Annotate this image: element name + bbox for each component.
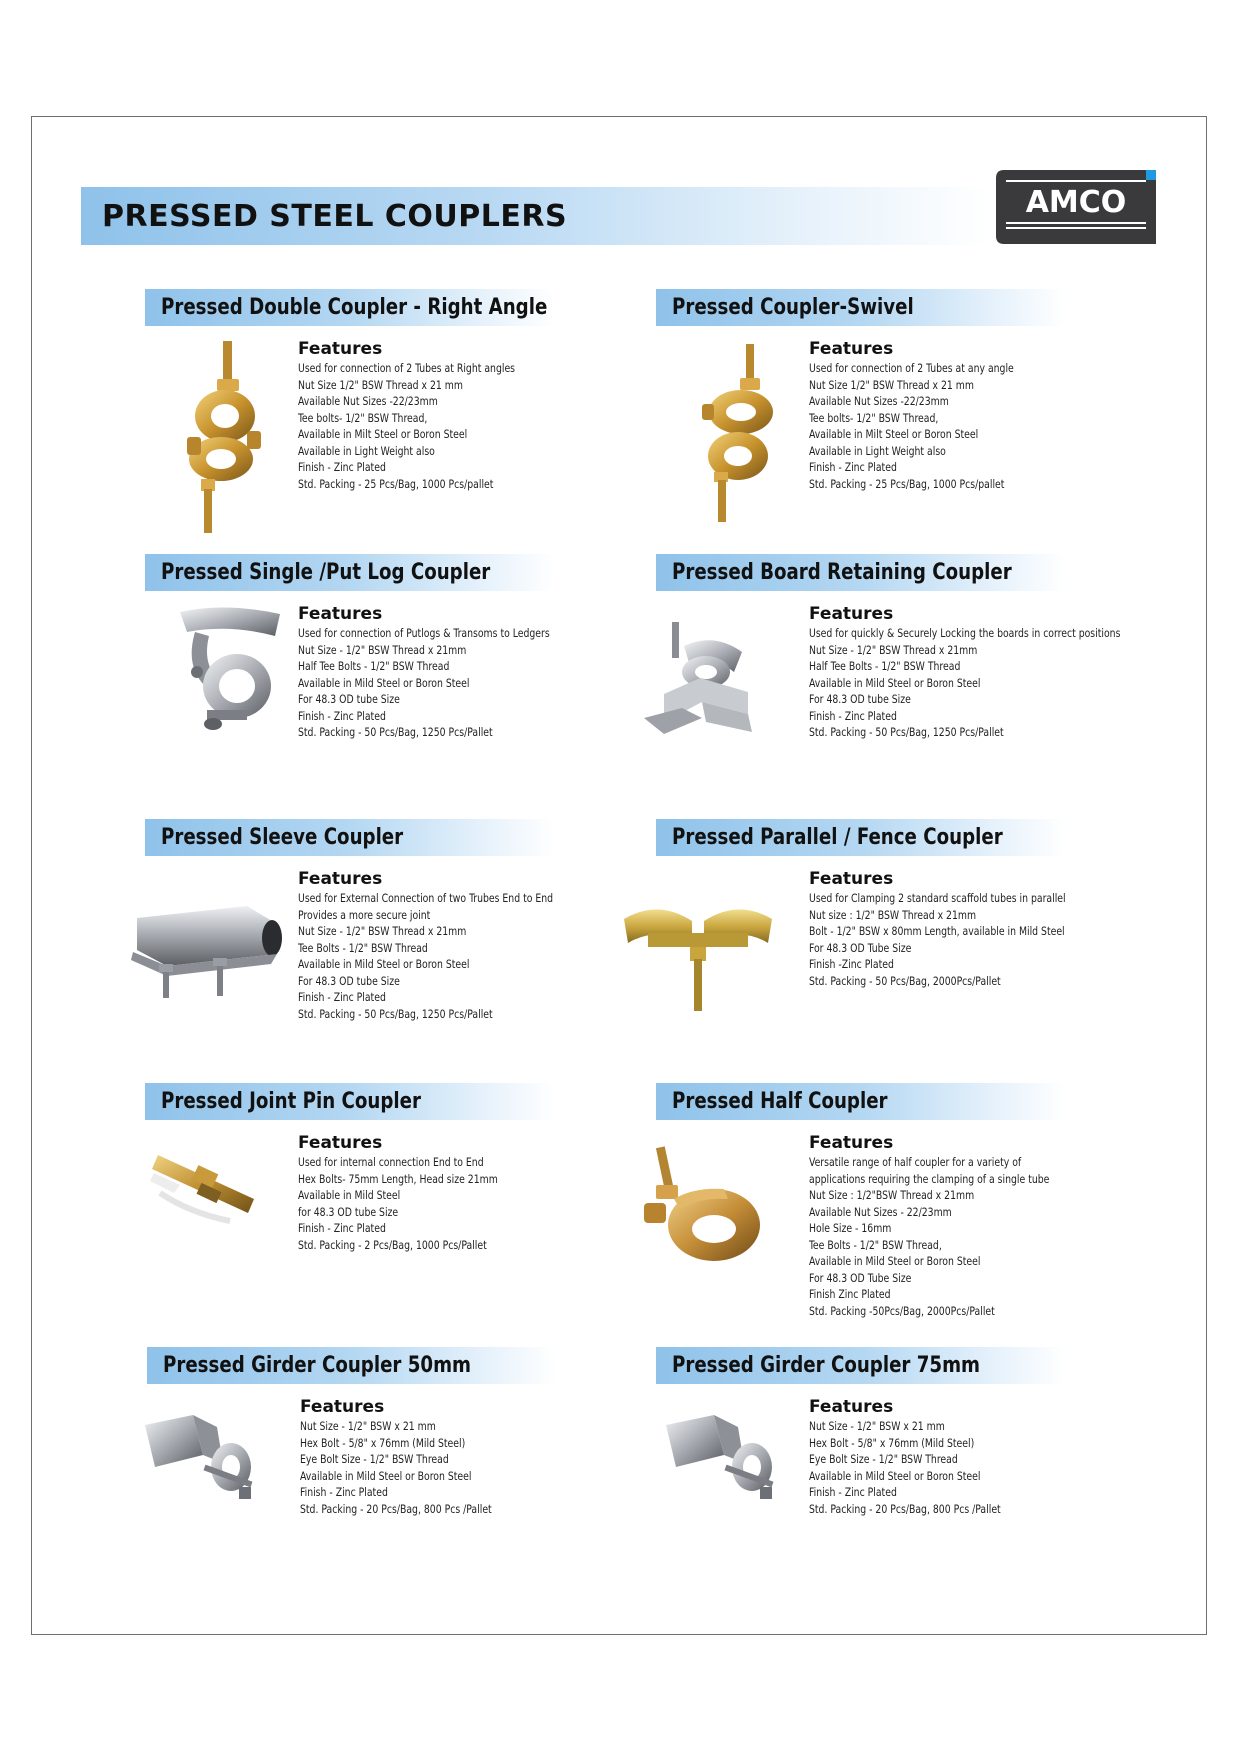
- amco-logo: [996, 170, 1156, 244]
- feature-item: Std. Packing - 25 Pcs/Bag, 1000 Pcs/pallet: [809, 476, 1005, 491]
- feature-list: [298, 625, 578, 741]
- feature-item: For 48.3 OD tube Size: [809, 692, 911, 706]
- feature-item: Half Tee Bolts - 1/2" BSW Thread: [298, 659, 450, 673]
- feature-item: Nut Size - 1/2" BSW x 21 mm: [300, 1419, 436, 1433]
- feature-item: Finish - Zinc Plated: [809, 460, 897, 474]
- joint-pin-coupler-image: [150, 1143, 265, 1228]
- feature-item: Nut Size - 1/2" BSW Thread x 21mm: [809, 642, 978, 657]
- section-title: Pressed Half Coupler: [672, 1089, 888, 1114]
- section-title: Pressed Coupler-Swivel: [672, 295, 914, 320]
- feature-item: Std. Packing - 50 Pcs/Bag, 1250 Pcs/Pallet: [298, 1006, 493, 1021]
- section-title: Pressed Girder Coupler 50mm: [163, 1353, 472, 1378]
- product-section: [656, 289, 1156, 529]
- feature-item: Finish - Zinc Plated: [298, 1221, 386, 1235]
- feature-item: Nut Size 1/2" BSW Thread x 21 mm: [809, 377, 974, 392]
- features-heading: Features: [298, 1133, 383, 1153]
- feature-item: For 48.3 OD tube Size: [298, 692, 400, 706]
- girder-coupler-75-image: [664, 1415, 784, 1515]
- features-heading: Features: [809, 1397, 894, 1417]
- feature-item: Available in Mild Steel or Boron Steel: [300, 1468, 472, 1483]
- feature-item: Available in Mild Steel: [298, 1188, 401, 1202]
- feature-item: Eye Bolt Size - 1/2" BSW Thread: [300, 1452, 449, 1466]
- features-heading: Features: [809, 339, 894, 359]
- feature-item: Used for internal connection End to End: [298, 1155, 484, 1169]
- feature-item: Finish Zinc Plated: [809, 1287, 891, 1301]
- feature-item: Nut Size 1/2" BSW Thread x 21 mm: [298, 377, 463, 392]
- feature-item: Nut Size : 1/2"BSW Thread x 21mm: [809, 1188, 975, 1202]
- fence-coupler-image: [618, 899, 778, 1014]
- feature-item: For 48.3 OD Tube Size: [809, 940, 912, 955]
- feature-item: Std. Packing - 50 Pcs/Bag, 1250 Pcs/Pallet: [298, 725, 493, 739]
- feature-item: Available in Milt Steel or Boron Steel: [298, 427, 468, 441]
- feature-item: Used for External Connection of two Trubes End to End: [298, 891, 554, 905]
- feature-item: Std. Packing - 25 Pcs/Bag, 1000 Pcs/pallet: [298, 476, 494, 491]
- feature-item: Finish - Zinc Plated: [298, 708, 386, 723]
- feature-item: Available in Light Weight also: [298, 443, 435, 458]
- feature-item: Available in Mild Steel or Boron Steel: [298, 957, 470, 971]
- feature-item: Available in Mild Steel or Boron Steel: [298, 675, 470, 690]
- feature-item: Std. Packing - 20 Pcs/Bag, 800 Pcs /Pallet: [300, 1501, 492, 1516]
- logo-text: AMCO: [1025, 185, 1127, 220]
- feature-list: [809, 890, 1094, 989]
- feature-item: Available in Light Weight also: [809, 443, 946, 458]
- feature-item: Nut Size - 1/2" BSW Thread x 21mm: [298, 642, 467, 657]
- feature-item: Available in Mild Steel or Boron Steel: [809, 1468, 981, 1483]
- feature-item: Finish - Zinc Plated: [298, 460, 386, 474]
- page-title: PRESSED STEEL COUPLERS: [102, 199, 568, 234]
- feature-item: For 48.3 OD tube Size: [298, 973, 400, 988]
- feature-item: applications requiring the clamping of a single tube: [809, 1171, 1050, 1186]
- product-section: [656, 1347, 1156, 1587]
- product-section: [145, 819, 645, 1059]
- swivel-coupler-image: [696, 344, 786, 524]
- feature-item: Tee Bolts - 1/2" BSW Thread: [298, 940, 428, 955]
- feature-item: Available in Mild Steel or Boron Steel: [809, 1254, 981, 1268]
- feature-item: Nut Size - 1/2" BSW Thread x 21mm: [298, 924, 467, 938]
- feature-item: Hole Size - 16mm: [809, 1221, 892, 1235]
- features-heading: Features: [809, 604, 894, 624]
- section-title: Pressed Single /Put Log Coupler: [161, 560, 491, 585]
- section-title: Pressed Joint Pin Coupler: [161, 1089, 421, 1114]
- product-section: [656, 1083, 1156, 1323]
- girder-coupler-50-image: [143, 1415, 263, 1515]
- feature-item: Available Nut Sizes - 22/23mm: [809, 1204, 952, 1219]
- feature-item: Nut Size - 1/2" BSW x 21 mm: [809, 1419, 945, 1433]
- feature-item: Bolt - 1/2" BSW x 80mm Length, available in Mild Steel: [809, 924, 1065, 938]
- feature-item: Hex Bolts- 75mm Length, Head size 21mm: [298, 1171, 498, 1186]
- board-retaining-coupler-image: [644, 622, 764, 737]
- feature-item: For 48.3 OD Tube Size: [809, 1270, 912, 1285]
- product-section: [145, 289, 645, 529]
- product-section: [145, 1083, 645, 1323]
- feature-item: Std. Packing - 50 Pcs/Bag, 1250 Pcs/Pallet: [809, 725, 1004, 739]
- section-title: Pressed Parallel / Fence Coupler: [672, 825, 1003, 850]
- section-title: Pressed Sleeve Coupler: [161, 825, 404, 850]
- feature-item: Tee Bolts - 1/2" BSW Thread,: [809, 1237, 942, 1252]
- feature-item: Used for connection of 2 Tubes at any angle: [809, 361, 1014, 375]
- product-section: [147, 1347, 647, 1587]
- feature-list: [298, 890, 581, 1022]
- features-heading: Features: [300, 1397, 385, 1417]
- product-section: [656, 554, 1156, 794]
- feature-list: [300, 1418, 513, 1517]
- features-heading: Features: [809, 1133, 894, 1153]
- double-coupler-image: [181, 341, 271, 536]
- feature-item: Finish - Zinc Plated: [809, 1485, 897, 1499]
- feature-item: Std. Packing - 20 Pcs/Bag, 800 Pcs /Pallet: [809, 1501, 1001, 1516]
- feature-item: for 48.3 OD tube Size: [298, 1204, 399, 1219]
- feature-item: Provides a more secure joint: [298, 907, 431, 922]
- feature-item: Used for quickly & Securely Locking the boards in correct positions: [809, 626, 1121, 640]
- features-heading: Features: [298, 604, 383, 624]
- feature-item: Available in Mild Steel or Boron Steel: [809, 675, 981, 690]
- feature-list: [298, 1154, 520, 1253]
- feature-item: Nut size : 1/2" BSW Thread x 21mm: [809, 907, 977, 922]
- feature-list: [809, 625, 1155, 741]
- feature-item: Std. Packing - 2 Pcs/Bag, 1000 Pcs/Pallet: [298, 1237, 487, 1252]
- sleeve-coupler-image: [127, 894, 287, 1004]
- feature-item: Std. Packing -50Pcs/Bag, 2000Pcs/Pallet: [809, 1303, 995, 1318]
- feature-item: Versatile range of half coupler for a variety of: [809, 1155, 1022, 1169]
- feature-item: Tee bolts- 1/2" BSW Thread,: [809, 410, 939, 425]
- putlog-coupler-image: [175, 606, 285, 741]
- section-title: Pressed Girder Coupler 75mm: [672, 1353, 981, 1378]
- feature-list: [809, 1154, 1076, 1319]
- features-heading: Features: [809, 869, 894, 889]
- feature-list: [298, 360, 539, 492]
- feature-item: Hex Bolt - 5/8" x 76mm (Mild Steel): [300, 1435, 466, 1450]
- feature-item: Used for connection of Putlogs & Transoms to Ledgers: [298, 626, 550, 640]
- feature-item: Finish - Zinc Plated: [298, 990, 386, 1004]
- feature-item: Available Nut Sizes -22/23mm: [298, 394, 438, 408]
- half-coupler-image: [644, 1143, 774, 1273]
- feature-item: Available Nut Sizes -22/23mm: [809, 394, 949, 408]
- feature-list: [809, 360, 1037, 492]
- feature-item: Used for connection of 2 Tubes at Right angles: [298, 361, 516, 375]
- feature-item: Eye Bolt Size - 1/2" BSW Thread: [809, 1452, 958, 1466]
- features-heading: Features: [298, 339, 383, 359]
- section-title: Pressed Double Coupler - Right Angle: [161, 295, 548, 320]
- feature-item: Half Tee Bolts - 1/2" BSW Thread: [809, 659, 961, 673]
- feature-item: Used for Clamping 2 standard scaffold tubes in parallel: [809, 891, 1066, 905]
- section-title: Pressed Board Retaining Coupler: [672, 560, 1012, 585]
- feature-item: Std. Packing - 50 Pcs/Bag, 2000Pcs/Pallet: [809, 973, 1001, 988]
- product-section: [145, 554, 645, 794]
- feature-item: Finish - Zinc Plated: [300, 1485, 388, 1499]
- features-heading: Features: [298, 869, 383, 889]
- product-section: [656, 819, 1156, 1059]
- feature-list: [809, 1418, 1022, 1517]
- feature-item: Available in Milt Steel or Boron Steel: [809, 427, 979, 441]
- feature-item: Tee bolts- 1/2" BSW Thread,: [298, 410, 428, 425]
- feature-item: Hex Bolt - 5/8" x 76mm (Mild Steel): [809, 1435, 975, 1450]
- feature-item: Finish - Zinc Plated: [809, 708, 897, 723]
- feature-item: Finish -Zinc Plated: [809, 957, 894, 971]
